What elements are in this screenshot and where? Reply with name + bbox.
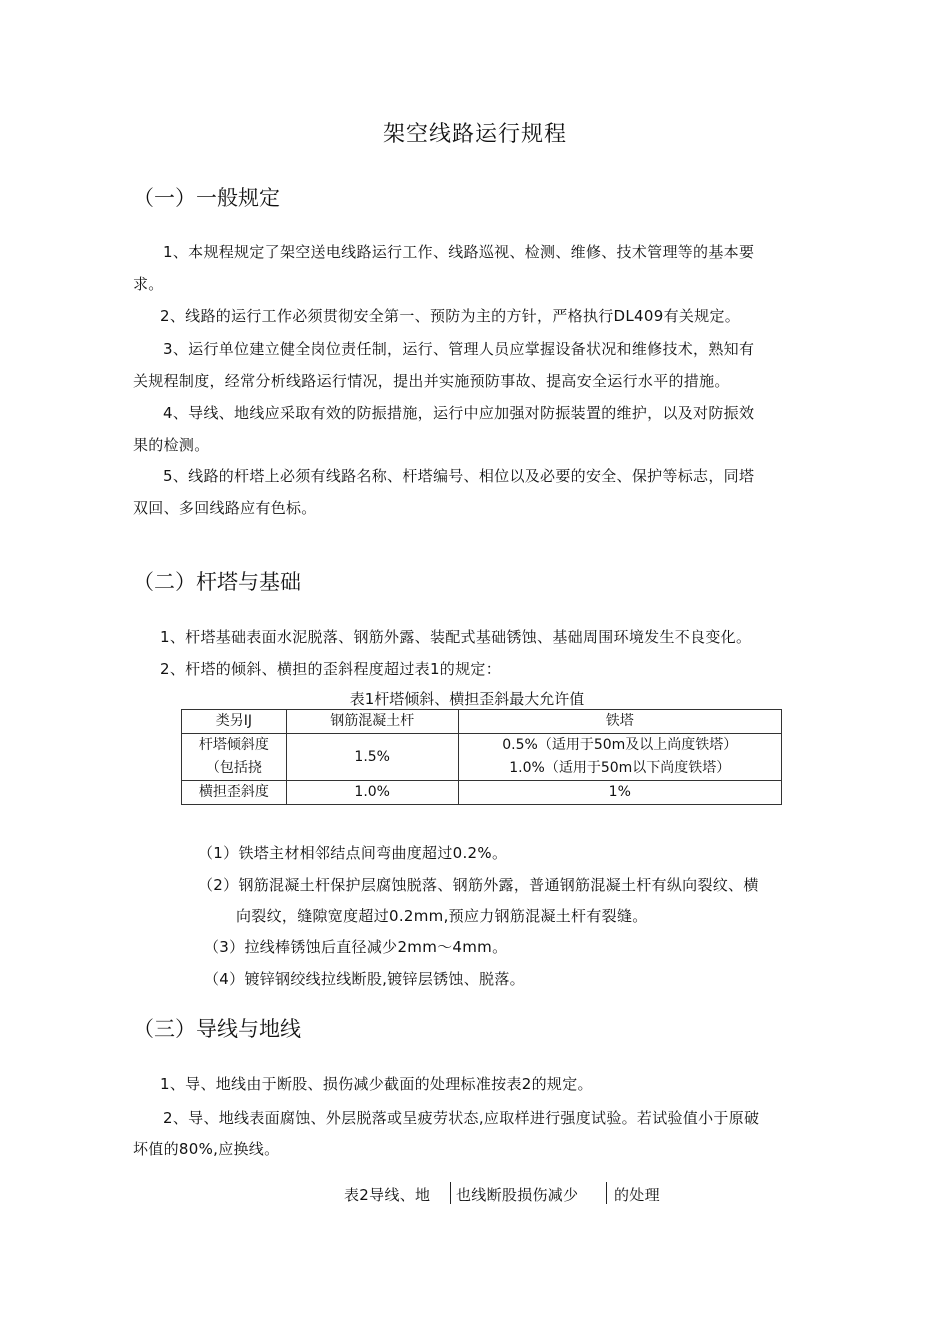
paragraph-5-line-2: 双回、多回线路应有色标。 bbox=[133, 499, 317, 517]
table-2-caption-part-2: 也线断股损伤减少 bbox=[456, 1186, 579, 1204]
paragraph-1-line-2: 求。 bbox=[133, 275, 164, 293]
table-header-cell: 类另IJ bbox=[182, 710, 287, 734]
conductor-paragraph-2-line-1: 2、导、地线表面腐蚀、外层脱落或呈疲劳状态,应取样进行强度试验。若试验值小于原破 bbox=[163, 1109, 760, 1127]
table-header-cell: 铁塔 bbox=[458, 710, 781, 734]
table-cell bbox=[182, 734, 287, 781]
page-title: 架空线路运行规程 bbox=[382, 122, 567, 147]
table-header-cell: 钢筋混凝土杆 bbox=[286, 710, 458, 734]
caption-divider bbox=[606, 1182, 607, 1204]
table-row bbox=[182, 781, 782, 805]
section-heading-general: （一）一般规定 bbox=[133, 186, 280, 210]
table-1-caption: 表1杆塔倾斜、横担歪斜最大允许值 bbox=[349, 690, 585, 708]
table-row bbox=[182, 734, 782, 781]
subitem-4: （4）镀锌钢绞线拉线断股,镀锌层锈蚀、脱落。 bbox=[204, 970, 525, 988]
table-cell-text: 0.5%（适用于50m及以上尚度铁塔） bbox=[502, 737, 738, 753]
section-heading-conductors: （三）导线与地线 bbox=[133, 1017, 301, 1041]
subitem-3: （3）拉线棒锈蚀后直径减少2mm〜4mm。 bbox=[204, 938, 508, 956]
table-header-row bbox=[182, 710, 782, 734]
paragraph-1-line-1: 1、本规程规定了架空送电线路运行工作、线路巡视、检测、维修、技术管理等的基本要 bbox=[163, 243, 755, 261]
table-2-caption-part-3: 的处理 bbox=[614, 1186, 660, 1204]
paragraph-4-line-2: 果的检测。 bbox=[133, 436, 210, 454]
paragraph-5-line-1: 5、线路的杆塔上必须有线路名称、杆塔编号、相位以及必要的安全、保护等标志，同塔 bbox=[163, 467, 755, 485]
table-cell-text: 1.0%（适用于50m以下尚度铁塔） bbox=[509, 760, 731, 776]
section-heading-towers: （二）杆塔与基础 bbox=[133, 570, 301, 594]
subitem-1: （1）铁塔主材相邻结点间弯曲度超过0.2%。 bbox=[198, 844, 508, 862]
caption-divider bbox=[450, 1182, 451, 1204]
table-cell: 1.5% bbox=[286, 734, 458, 781]
conductor-paragraph-1: 1、导、地线由于断股、损伤减少截面的处理标准按表2的规定。 bbox=[160, 1075, 593, 1093]
paragraph-3-line-2: 关规程制度，经常分析线路运行情况，提出并实施预防事故、提高安全运行水平的措施。 bbox=[133, 372, 730, 390]
table-2-caption-part-1: 表2导线、地 bbox=[344, 1186, 431, 1204]
tower-paragraph-1: 1、杆塔基础表面水泥脱落、钢筋外露、装配式基础锈蚀、基础周围环境发生不良变化。 bbox=[160, 628, 752, 646]
table-1 bbox=[181, 709, 782, 805]
table-cell-text: 杆塔倾斜度 bbox=[198, 737, 269, 753]
paragraph-2-line-1: 2、线路的运行工作必须贯彻安全第一、预防为主的方针，严格执行DL409有关规定。 bbox=[160, 307, 741, 325]
subitem-2-line-2: 向裂纹，缝隙宽度超过0.2mm,预应力钢筋混凝土杆有裂缝。 bbox=[236, 907, 648, 925]
table-cell-text: （包括挠 bbox=[205, 760, 262, 776]
table-cell: 1.0% bbox=[286, 781, 458, 805]
paragraph-4-line-1: 4、导线、地线应采取有效的防振措施，运行中应加强对防振装置的维护，以及对防振效 bbox=[163, 404, 755, 422]
conductor-paragraph-2-line-2: 坏值的80%,应换线。 bbox=[133, 1140, 280, 1158]
tower-paragraph-2: 2、杆塔的倾斜、横担的歪斜程度超过表1的规定： bbox=[160, 660, 501, 678]
table-cell bbox=[458, 734, 781, 781]
table-cell: 横担歪斜度 bbox=[182, 781, 287, 805]
paragraph-3-line-1: 3、运行单位建立健全岗位责任制，运行、管理人员应掌握设备状况和维修技术，熟知有 bbox=[163, 340, 755, 358]
table-cell: 1% bbox=[458, 781, 781, 805]
subitem-2-line-1: （2）钢筋混凝土杆保护层腐蚀脱落、钢筋外露，普通钢筋混凝土杆有纵向裂纹、横 bbox=[198, 876, 759, 894]
